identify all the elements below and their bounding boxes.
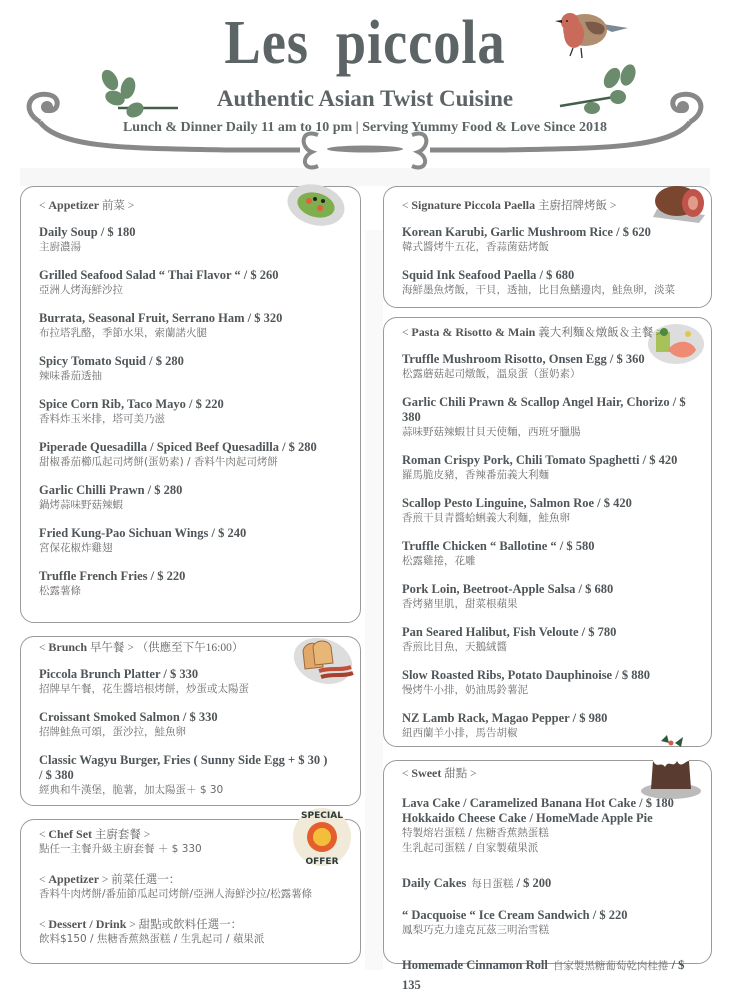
svg-text:SPECIAL: SPECIAL <box>301 811 343 821</box>
menu-item: Classic Wagyu Burger, Fries ( Sunny Side Egg + $ 30 ) / $ 380 經典和牛漢堡，脆薯，加太陽蛋＋ $ 30 <box>39 753 328 796</box>
menu-item: Daily Soup / $ 180 主廚濃湯 <box>39 225 136 253</box>
section-heading: < Appetizer 前菜 > <box>39 198 135 212</box>
menu-item: Lava Cake / Caramelized Banana Hot Cake / $ 180 Hokkaido Cheese Cake / HomeMade Apple Pie 特製熔岩蛋糕 / 焦糖香蕉熱蛋糕 生乳起司蛋糕 / 自家製蘋果派 <box>402 796 674 854</box>
pasta-risotto-main-section <box>383 317 712 747</box>
menu-item: Korean Karubi, Garlic Mushroom Rice / $ 620 韓式醬烤牛五花，香蒜菌菇烤飯 <box>402 225 651 253</box>
menu-item: Roman Crispy Pork, Chili Tomato Spaghetti / $ 420 羅馬脆皮豬，香辣番茄義大利麵 <box>402 453 678 481</box>
section-heading: < Chef Set 主廚套餐 > <box>39 827 151 841</box>
menu-item: Homemade Cinnamon Roll 自家製黑糖葡萄乾肉桂捲 / $ 135 <box>402 958 685 992</box>
chef-set-dessert-label: < Dessert / Drink > 甜點或飲料任選一： <box>39 917 243 931</box>
menu-item: Truffle Mushroom Risotto, Onsen Egg / $ 360 松露蘑菇起司燉飯，溫泉蛋（蛋奶素） <box>402 352 645 380</box>
appetizer-section <box>20 186 361 623</box>
brunch-section <box>20 636 361 806</box>
chef-set-section <box>20 811 361 964</box>
menu-item: Spicy Tomato Squid / $ 280 辣味番茄透抽 <box>39 354 184 382</box>
menu-item: Grilled Seafood Salad “ Thai Flavor “ / $ 260 亞洲人烤海鮮沙拉 <box>39 268 279 296</box>
restaurant-tagline: Lunch & Dinner Daily 11 am to 10 pm | Serving Yummy Food & Love Since 2018 <box>122 120 608 135</box>
section-heading: < Signature Piccola Paella 主廚招牌烤飯 > <box>402 198 617 212</box>
chef-set-appetizer-options: 香料牛肉烤餅/番茄節瓜起司烤餅/亞洲人海鮮沙拉/松露薯條 <box>39 888 313 900</box>
menu-item: Slow Roasted Ribs, Potato Dauphinoise / $ 880 慢烤牛小排，奶油馬鈴薯泥 <box>402 668 650 696</box>
menu-item: NZ Lamb Rack, Magao Pepper / $ 980 紐西蘭羊小排，馬告胡椒 <box>402 711 608 739</box>
menu-item: Daily Cakes 每日蛋糕 / $ 200 <box>402 876 552 890</box>
restaurant-subtitle: Authentic Asian Twist Cuisine <box>216 86 514 111</box>
chef-set-price: 點任一主餐升級主廚套餐 ＋ $ 330 <box>39 843 202 855</box>
menu-item: Garlic Chilli Prawn / $ 280 鍋烤蒜味野菇辣蝦 <box>39 483 183 511</box>
restaurant-title: Les piccola <box>224 9 506 77</box>
menu-item: Piccola Brunch Platter / $ 330 招牌早午餐，花生醬培根烤餅，炒蛋或太陽蛋 <box>39 667 249 695</box>
sweet-section <box>383 760 712 992</box>
menu-item: Spice Corn Rib, Taco Mayo / $ 220 香料炸玉米排，塔可美乃滋 <box>39 397 224 425</box>
menu-header <box>0 0 730 180</box>
paella-section <box>383 186 712 308</box>
menu-item: Garlic Chili Prawn & Scallop Angel Hair, Chorizo / $ 380 蒜味野菇辣蝦甘貝天使麵，西班牙臘腸 <box>402 395 686 438</box>
chef-set-dessert-options: 飲料$150 / 焦糖香蕉熱蛋糕 / 生乳起司 / 蘋果派 <box>39 933 265 945</box>
svg-text:OFFER: OFFER <box>305 857 339 867</box>
menu-item: Truffle Chicken “ Ballotine “ / $ 580 松露雞捲，花雕 <box>402 539 595 567</box>
menu-item: Scallop Pesto Linguine, Salmon Roe / $ 420 香煎干貝青醬蛤蜊義大利麵，鮭魚卵 <box>402 496 632 524</box>
menu-item: “ Dacquoise “ Ice Cream Sandwich / $ 220 鳳梨巧克力達克瓦茲三明治雪糕 <box>402 908 628 936</box>
menu-item: Pork Loin, Beetroot-Apple Salsa / $ 680 香烤豬里肌，甜菜根蘋果 <box>402 582 614 610</box>
menu-item: Burrata, Seasonal Fruit, Serrano Ham / $ 320 布拉塔乳酪，季節水果，索蘭諾火腿 <box>39 311 283 339</box>
menu-item: Pan Seared Halibut, Fish Veloute / $ 780 香煎比目魚，天鵝絨醬 <box>402 625 617 653</box>
menu-item: Fried Kung-Pao Sichuan Wings / $ 240 宮保花椒炸雞翅 <box>39 526 247 554</box>
menu-item: Piperade Quesadilla / Spiced Beef Quesadilla / $ 280 甜椒番茄櫛瓜起司烤餅(蛋奶素) / 香料牛肉起司烤餅 <box>39 440 317 468</box>
section-heading: < Pasta & Risotto & Main 義大利麵＆燉飯＆主餐 > <box>402 325 663 339</box>
chef-set-appetizer-label: < Appetizer > 前菜任選一： <box>39 872 181 886</box>
section-heading: < Sweet 甜點 > <box>402 766 477 780</box>
menu-item: Truffle French Fries / $ 220 松露薯條 <box>39 569 186 597</box>
menu-item: Croissant Smoked Salmon / $ 330 招牌鮭魚可頌，蛋沙拉，鮭魚卵 <box>39 710 218 738</box>
menu-item: Squid Ink Seafood Paella / $ 680 海鮮墨魚烤飯，干貝，透抽，比目魚鰭邊肉，鮭魚卵，淡菜 <box>402 268 675 296</box>
section-heading: < Brunch 早午餐 > （供應至下午16:00） <box>39 640 244 654</box>
